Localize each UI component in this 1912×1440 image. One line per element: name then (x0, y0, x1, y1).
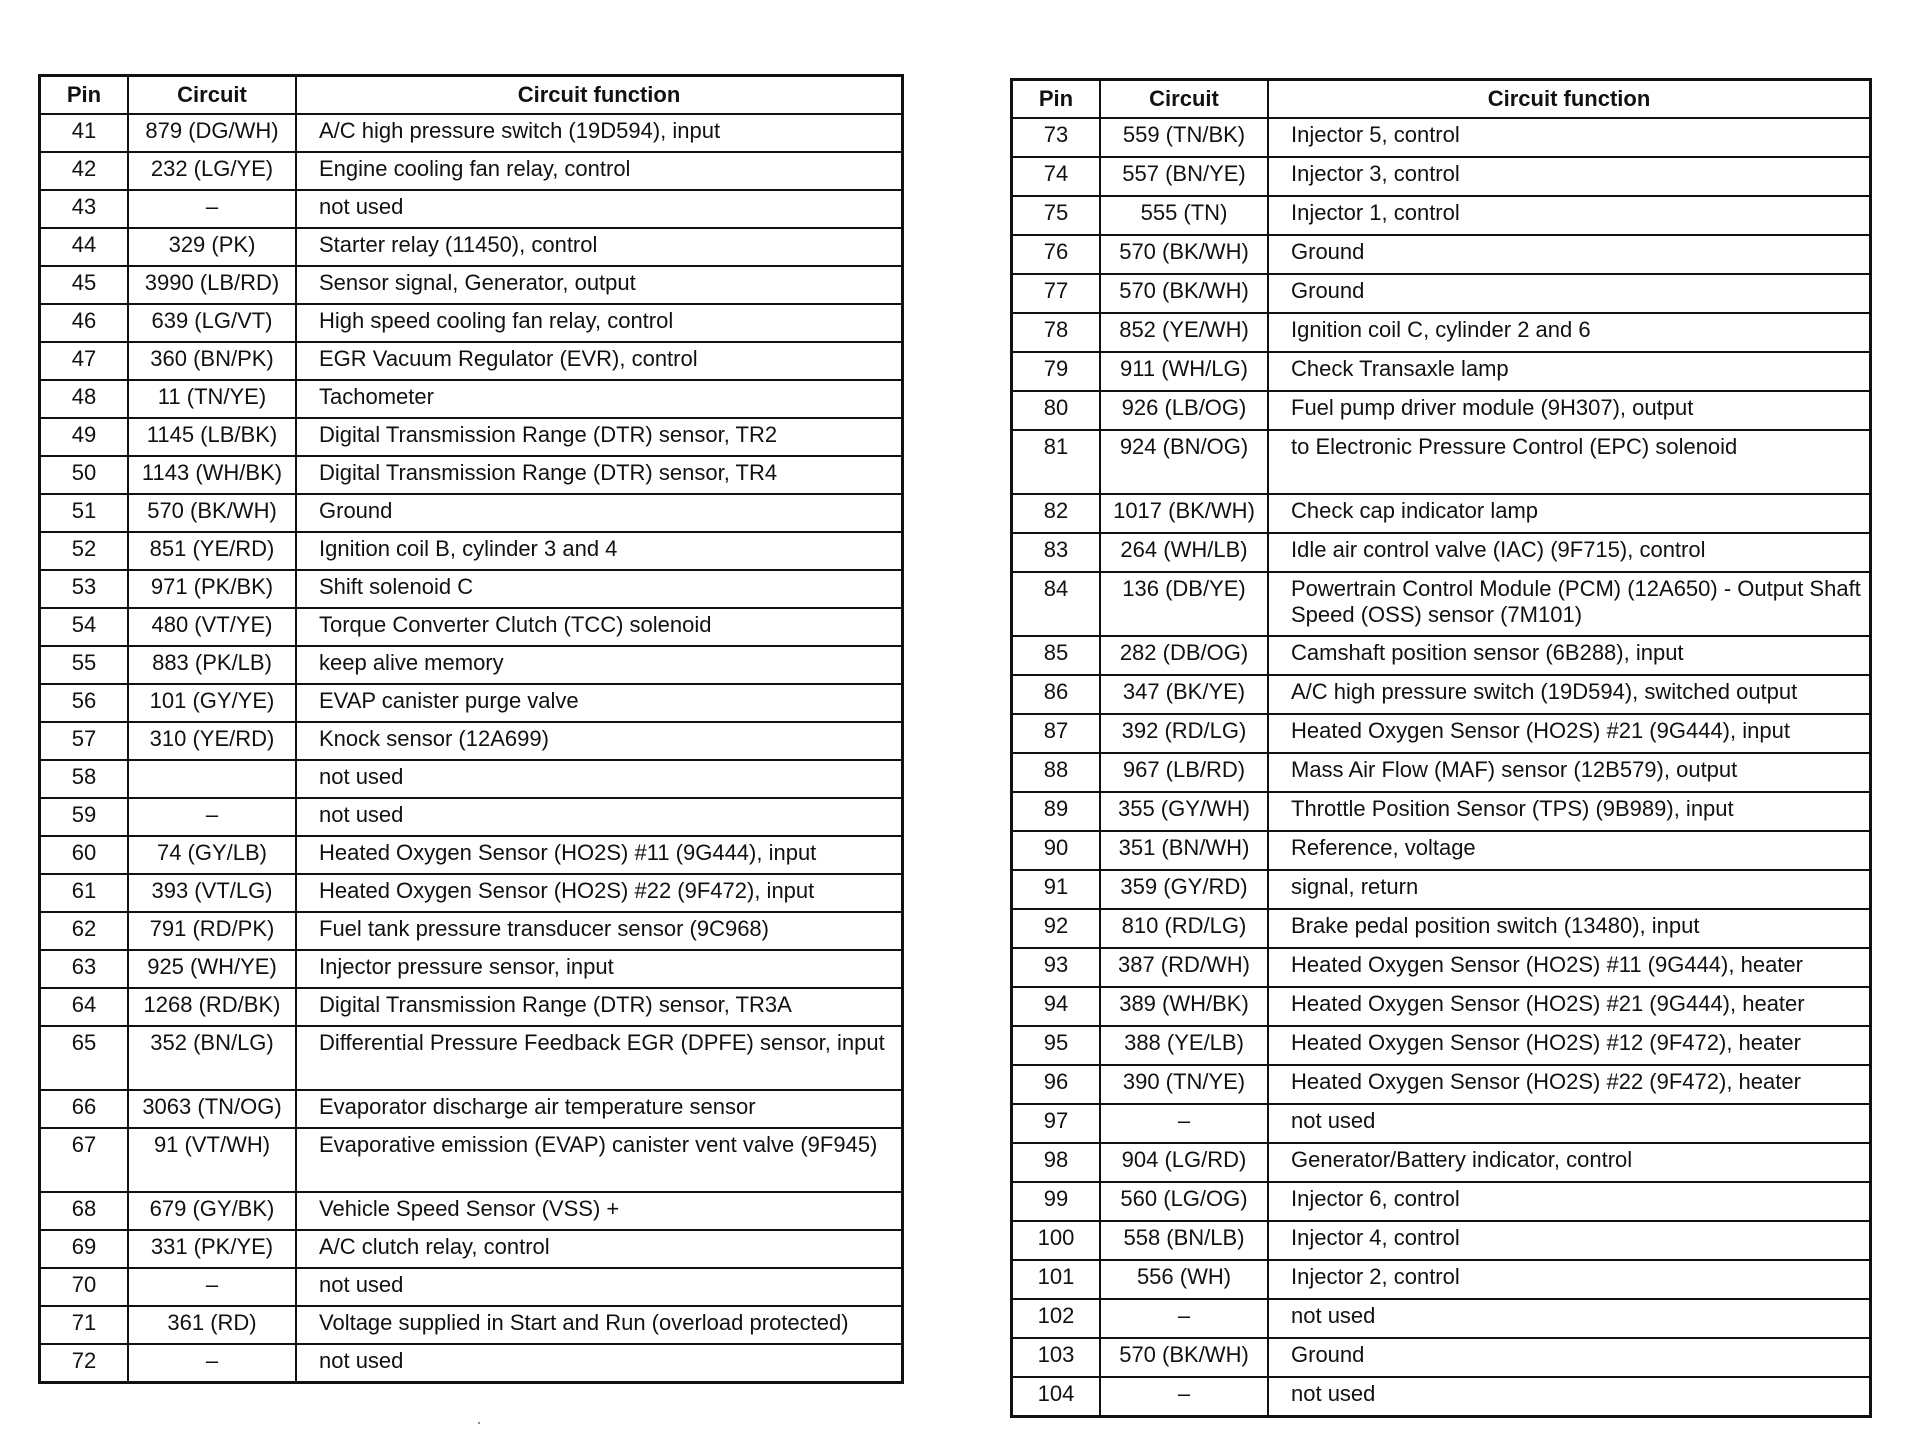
pin-cell: 101 (1012, 1260, 1101, 1299)
pin-cell: 42 (40, 152, 129, 190)
table-row (40, 380, 903, 418)
function-cell: A/C clutch relay, control (296, 1230, 903, 1268)
pin-cell: 95 (1012, 1026, 1101, 1065)
function-cell: signal, return (1268, 870, 1871, 909)
function-cell: keep alive memory (296, 646, 903, 684)
table-row (1012, 313, 1871, 352)
function-cell: Heated Oxygen Sensor (HO2S) #11 (9G444), input (296, 836, 903, 874)
pin-cell: 82 (1012, 494, 1101, 533)
function-cell: not used (296, 190, 903, 228)
pin-table-right (1010, 78, 1872, 1418)
pin-cell: 81 (1012, 430, 1101, 494)
function-cell: Engine cooling fan relay, control (296, 152, 903, 190)
circuit-cell: 560 (LG/OG) (1100, 1182, 1268, 1221)
circuit-cell: 361 (RD) (128, 1306, 296, 1344)
pin-cell: 103 (1012, 1338, 1101, 1377)
function-cell: Ignition coil C, cylinder 2 and 6 (1268, 313, 1871, 352)
function-cell: Check cap indicator lamp (1268, 494, 1871, 533)
circuit-cell: 1268 (RD/BK) (128, 988, 296, 1026)
pin-cell: 83 (1012, 533, 1101, 572)
function-cell: Injector 6, control (1268, 1182, 1871, 1221)
circuit-cell: 480 (VT/YE) (128, 608, 296, 646)
pin-cell: 86 (1012, 675, 1101, 714)
table-row (1012, 831, 1871, 870)
table-row (40, 1344, 903, 1383)
circuit-cell: 351 (BN/WH) (1100, 831, 1268, 870)
table-row (40, 798, 903, 836)
pin-cell: 100 (1012, 1221, 1101, 1260)
table-row (1012, 948, 1871, 987)
pin-cell: 45 (40, 266, 129, 304)
function-cell: Tachometer (296, 380, 903, 418)
table-row (1012, 274, 1871, 313)
table-row (40, 684, 903, 722)
circuit-cell: 264 (WH/LB) (1100, 533, 1268, 572)
table-row (1012, 870, 1871, 909)
table-row (1012, 714, 1871, 753)
circuit-cell: 971 (PK/BK) (128, 570, 296, 608)
circuit-cell: 556 (WH) (1100, 1260, 1268, 1299)
function-cell: Evaporator discharge air temperature sensor (296, 1090, 903, 1128)
table-row (1012, 753, 1871, 792)
function-cell: Reference, voltage (1268, 831, 1871, 870)
table-row (40, 152, 903, 190)
table-row (1012, 494, 1871, 533)
circuit-cell: 392 (RD/LG) (1100, 714, 1268, 753)
circuit-cell: 1017 (BK/WH) (1100, 494, 1268, 533)
function-cell: Camshaft position sensor (6B288), input (1268, 636, 1871, 675)
table-row (1012, 572, 1871, 636)
pin-cell: 46 (40, 304, 129, 342)
function-cell: A/C high pressure switch (19D594), input (296, 114, 903, 152)
header-circuit-function: Circuit function (296, 76, 903, 115)
function-cell: Heated Oxygen Sensor (HO2S) #12 (9F472), heater (1268, 1026, 1871, 1065)
pin-cell: 97 (1012, 1104, 1101, 1143)
circuit-cell: 387 (RD/WH) (1100, 948, 1268, 987)
function-cell: not used (296, 760, 903, 798)
circuit-cell: 883 (PK/LB) (128, 646, 296, 684)
pin-cell: 63 (40, 950, 129, 988)
table-row (1012, 1260, 1871, 1299)
table-row (40, 456, 903, 494)
function-cell: Shift solenoid C (296, 570, 903, 608)
function-cell: Evaporative emission (EVAP) canister vent valve (9F945) (296, 1128, 903, 1192)
circuit-cell: 352 (BN/LG) (128, 1026, 296, 1090)
pin-cell: 71 (40, 1306, 129, 1344)
pin-cell: 56 (40, 684, 129, 722)
pin-table-left (38, 74, 904, 1384)
function-cell: Powertrain Control Module (PCM) (12A650) - Output Shaft Speed (OSS) sensor (7M101) (1268, 572, 1871, 636)
table-row (40, 646, 903, 684)
circuit-cell: 558 (BN/LB) (1100, 1221, 1268, 1260)
table-row (40, 912, 903, 950)
circuit-cell: 791 (RD/PK) (128, 912, 296, 950)
table-row (40, 114, 903, 152)
function-cell: Ignition coil B, cylinder 3 and 4 (296, 532, 903, 570)
function-cell: Ground (296, 494, 903, 532)
circuit-cell: 925 (WH/YE) (128, 950, 296, 988)
pin-cell: 41 (40, 114, 129, 152)
pin-cell: 70 (40, 1268, 129, 1306)
function-cell: to Electronic Pressure Control (EPC) solenoid (1268, 430, 1871, 494)
table-row (40, 304, 903, 342)
table-row (1012, 391, 1871, 430)
pin-cell: 79 (1012, 352, 1101, 391)
function-cell: Digital Transmission Range (DTR) sensor, TR3A (296, 988, 903, 1026)
function-cell: Vehicle Speed Sensor (VSS) + (296, 1192, 903, 1230)
table-header-row (1012, 80, 1871, 119)
table-row (1012, 1377, 1871, 1417)
circuit-cell: 390 (TN/YE) (1100, 1065, 1268, 1104)
pin-cell: 74 (1012, 157, 1101, 196)
circuit-cell: 1145 (LB/BK) (128, 418, 296, 456)
circuit-cell (128, 760, 296, 798)
header-pin: Pin (1012, 80, 1101, 119)
pin-cell: 47 (40, 342, 129, 380)
table-row (40, 950, 903, 988)
circuit-cell: 555 (TN) (1100, 196, 1268, 235)
circuit-cell: 557 (BN/YE) (1100, 157, 1268, 196)
function-cell: Fuel tank pressure transducer sensor (9C968) (296, 912, 903, 950)
circuit-cell: 388 (YE/LB) (1100, 1026, 1268, 1065)
table-row (1012, 430, 1871, 494)
circuit-cell: 852 (YE/WH) (1100, 313, 1268, 352)
circuit-cell: 136 (DB/YE) (1100, 572, 1268, 636)
table-row (40, 1128, 903, 1192)
pin-cell: 84 (1012, 572, 1101, 636)
circuit-cell: 639 (LG/VT) (128, 304, 296, 342)
table-row (40, 532, 903, 570)
function-cell: Heated Oxygen Sensor (HO2S) #21 (9G444), input (1268, 714, 1871, 753)
table-row (40, 418, 903, 456)
pin-cell: 72 (40, 1344, 129, 1383)
table-row (40, 988, 903, 1026)
circuit-cell: 679 (GY/BK) (128, 1192, 296, 1230)
table-body-right (1012, 118, 1871, 1417)
circuit-cell: 347 (BK/YE) (1100, 675, 1268, 714)
function-cell: Injector 4, control (1268, 1221, 1871, 1260)
function-cell: EVAP canister purge valve (296, 684, 903, 722)
table-row (40, 570, 903, 608)
pin-cell: 58 (40, 760, 129, 798)
pin-cell: 61 (40, 874, 129, 912)
pin-cell: 88 (1012, 753, 1101, 792)
table-row (40, 760, 903, 798)
pin-cell: 98 (1012, 1143, 1101, 1182)
table-row (1012, 1338, 1871, 1377)
table-row (1012, 987, 1871, 1026)
circuit-cell: 851 (YE/RD) (128, 532, 296, 570)
table-row (1012, 196, 1871, 235)
pin-cell: 94 (1012, 987, 1101, 1026)
function-cell: Throttle Position Sensor (TPS) (9B989), input (1268, 792, 1871, 831)
header-pin: Pin (40, 76, 129, 115)
pin-cell: 93 (1012, 948, 1101, 987)
pin-cell: 92 (1012, 909, 1101, 948)
pin-cell: 50 (40, 456, 129, 494)
pin-cell: 91 (1012, 870, 1101, 909)
circuit-cell: – (1100, 1299, 1268, 1338)
function-cell: Starter relay (11450), control (296, 228, 903, 266)
function-cell: Brake pedal position switch (13480), input (1268, 909, 1871, 948)
circuit-cell: 232 (LG/YE) (128, 152, 296, 190)
pin-cell: 66 (40, 1090, 129, 1128)
circuit-cell: 331 (PK/YE) (128, 1230, 296, 1268)
circuit-cell: 282 (DB/OG) (1100, 636, 1268, 675)
circuit-cell: 904 (LG/RD) (1100, 1143, 1268, 1182)
table-row (1012, 675, 1871, 714)
table-row (40, 1192, 903, 1230)
circuit-cell: 355 (GY/WH) (1100, 792, 1268, 831)
function-cell: Digital Transmission Range (DTR) sensor, TR4 (296, 456, 903, 494)
function-cell: Check Transaxle lamp (1268, 352, 1871, 391)
pin-cell: 49 (40, 418, 129, 456)
circuit-cell: – (128, 190, 296, 228)
circuit-cell: 570 (BK/WH) (1100, 235, 1268, 274)
circuit-cell: – (1100, 1377, 1268, 1417)
function-cell: Injector 2, control (1268, 1260, 1871, 1299)
circuit-cell: – (128, 1268, 296, 1306)
pin-cell: 43 (40, 190, 129, 228)
circuit-cell: 91 (VT/WH) (128, 1128, 296, 1192)
pin-cell: 76 (1012, 235, 1101, 274)
table-row (40, 190, 903, 228)
table-row (40, 1090, 903, 1128)
circuit-cell: 926 (LB/OG) (1100, 391, 1268, 430)
table-row (1012, 1026, 1871, 1065)
scan-speck (478, 1422, 480, 1424)
circuit-cell: 393 (VT/LG) (128, 874, 296, 912)
table-row (40, 228, 903, 266)
function-cell: Heated Oxygen Sensor (HO2S) #22 (9F472), input (296, 874, 903, 912)
table-row (1012, 1221, 1871, 1260)
pin-cell: 85 (1012, 636, 1101, 675)
pin-cell: 54 (40, 608, 129, 646)
table-row (40, 342, 903, 380)
function-cell: Differential Pressure Feedback EGR (DPFE) sensor, input (296, 1026, 903, 1090)
table-row (1012, 1182, 1871, 1221)
pin-cell: 104 (1012, 1377, 1101, 1417)
function-cell: Idle air control valve (IAC) (9F715), control (1268, 533, 1871, 572)
table-row (40, 836, 903, 874)
pin-cell: 69 (40, 1230, 129, 1268)
table-row (1012, 533, 1871, 572)
function-cell: Ground (1268, 274, 1871, 313)
function-cell: Torque Converter Clutch (TCC) solenoid (296, 608, 903, 646)
table-row (40, 1268, 903, 1306)
pin-cell: 90 (1012, 831, 1101, 870)
function-cell: Mass Air Flow (MAF) sensor (12B579), output (1268, 753, 1871, 792)
circuit-cell: 310 (YE/RD) (128, 722, 296, 760)
function-cell: Injector 5, control (1268, 118, 1871, 157)
function-cell: Heated Oxygen Sensor (HO2S) #21 (9G444), heater (1268, 987, 1871, 1026)
pin-cell: 44 (40, 228, 129, 266)
pin-cell: 75 (1012, 196, 1101, 235)
table-row (40, 266, 903, 304)
pin-cell: 80 (1012, 391, 1101, 430)
table-row (1012, 352, 1871, 391)
function-cell: Heated Oxygen Sensor (HO2S) #11 (9G444), heater (1268, 948, 1871, 987)
circuit-cell: 967 (LB/RD) (1100, 753, 1268, 792)
function-cell: Sensor signal, Generator, output (296, 266, 903, 304)
pin-cell: 51 (40, 494, 129, 532)
function-cell: Digital Transmission Range (DTR) sensor, TR2 (296, 418, 903, 456)
function-cell: not used (296, 798, 903, 836)
pin-cell: 55 (40, 646, 129, 684)
function-cell: not used (296, 1344, 903, 1383)
pin-cell: 48 (40, 380, 129, 418)
circuit-cell: 911 (WH/LG) (1100, 352, 1268, 391)
function-cell: Voltage supplied in Start and Run (overload protected) (296, 1306, 903, 1344)
function-cell: not used (1268, 1299, 1871, 1338)
table-row (40, 722, 903, 760)
table-row (1012, 1104, 1871, 1143)
table-row (1012, 118, 1871, 157)
function-cell: A/C high pressure switch (19D594), switched output (1268, 675, 1871, 714)
function-cell: Injector 1, control (1268, 196, 1871, 235)
table-row (40, 1026, 903, 1090)
function-cell: Heated Oxygen Sensor (HO2S) #22 (9F472), heater (1268, 1065, 1871, 1104)
pin-cell: 99 (1012, 1182, 1101, 1221)
function-cell: Fuel pump driver module (9H307), output (1268, 391, 1871, 430)
pin-cell: 67 (40, 1128, 129, 1192)
function-cell: Injector pressure sensor, input (296, 950, 903, 988)
circuit-cell: 3990 (LB/RD) (128, 266, 296, 304)
circuit-cell: – (128, 798, 296, 836)
table-row (40, 608, 903, 646)
circuit-cell: 359 (GY/RD) (1100, 870, 1268, 909)
circuit-cell: 570 (BK/WH) (1100, 274, 1268, 313)
table-row (1012, 235, 1871, 274)
function-cell: Ground (1268, 235, 1871, 274)
pin-cell: 78 (1012, 313, 1101, 352)
circuit-cell: 559 (TN/BK) (1100, 118, 1268, 157)
circuit-cell: 924 (BN/OG) (1100, 430, 1268, 494)
circuit-cell: 11 (TN/YE) (128, 380, 296, 418)
pin-cell: 89 (1012, 792, 1101, 831)
pin-cell: 96 (1012, 1065, 1101, 1104)
pin-cell: 59 (40, 798, 129, 836)
pin-cell: 65 (40, 1026, 129, 1090)
circuit-cell: 389 (WH/BK) (1100, 987, 1268, 1026)
function-cell: High speed cooling fan relay, control (296, 304, 903, 342)
table-row (1012, 792, 1871, 831)
circuit-cell: 3063 (TN/OG) (128, 1090, 296, 1128)
pin-cell: 57 (40, 722, 129, 760)
function-cell: not used (1268, 1104, 1871, 1143)
circuit-cell: 360 (BN/PK) (128, 342, 296, 380)
pin-cell: 53 (40, 570, 129, 608)
table-body-left (40, 114, 903, 1383)
header-circuit: Circuit (128, 76, 296, 115)
circuit-cell: 1143 (WH/BK) (128, 456, 296, 494)
pin-cell: 62 (40, 912, 129, 950)
table-row (40, 494, 903, 532)
circuit-cell: 879 (DG/WH) (128, 114, 296, 152)
table-row (40, 1230, 903, 1268)
table-row (1012, 909, 1871, 948)
table-row (1012, 1299, 1871, 1338)
table-row (1012, 1143, 1871, 1182)
table-header-row (40, 76, 903, 115)
pin-cell: 102 (1012, 1299, 1101, 1338)
header-circuit-function: Circuit function (1268, 80, 1871, 119)
pin-cell: 68 (40, 1192, 129, 1230)
function-cell: Ground (1268, 1338, 1871, 1377)
function-cell: EGR Vacuum Regulator (EVR), control (296, 342, 903, 380)
circuit-cell: – (128, 1344, 296, 1383)
pin-cell: 52 (40, 532, 129, 570)
table-row (1012, 1065, 1871, 1104)
function-cell: Knock sensor (12A699) (296, 722, 903, 760)
circuit-cell: 329 (PK) (128, 228, 296, 266)
pin-cell: 87 (1012, 714, 1101, 753)
table-row (40, 1306, 903, 1344)
table-row (1012, 157, 1871, 196)
function-cell: not used (1268, 1377, 1871, 1417)
function-cell: Generator/Battery indicator, control (1268, 1143, 1871, 1182)
circuit-cell: – (1100, 1104, 1268, 1143)
circuit-cell: 570 (BK/WH) (128, 494, 296, 532)
circuit-cell: 101 (GY/YE) (128, 684, 296, 722)
table-row (40, 874, 903, 912)
pin-cell: 73 (1012, 118, 1101, 157)
circuit-cell: 74 (GY/LB) (128, 836, 296, 874)
header-circuit: Circuit (1100, 80, 1268, 119)
circuit-cell: 810 (RD/LG) (1100, 909, 1268, 948)
circuit-cell: 570 (BK/WH) (1100, 1338, 1268, 1377)
pin-cell: 77 (1012, 274, 1101, 313)
table-row (1012, 636, 1871, 675)
function-cell: not used (296, 1268, 903, 1306)
pin-cell: 60 (40, 836, 129, 874)
pin-cell: 64 (40, 988, 129, 1026)
function-cell: Injector 3, control (1268, 157, 1871, 196)
